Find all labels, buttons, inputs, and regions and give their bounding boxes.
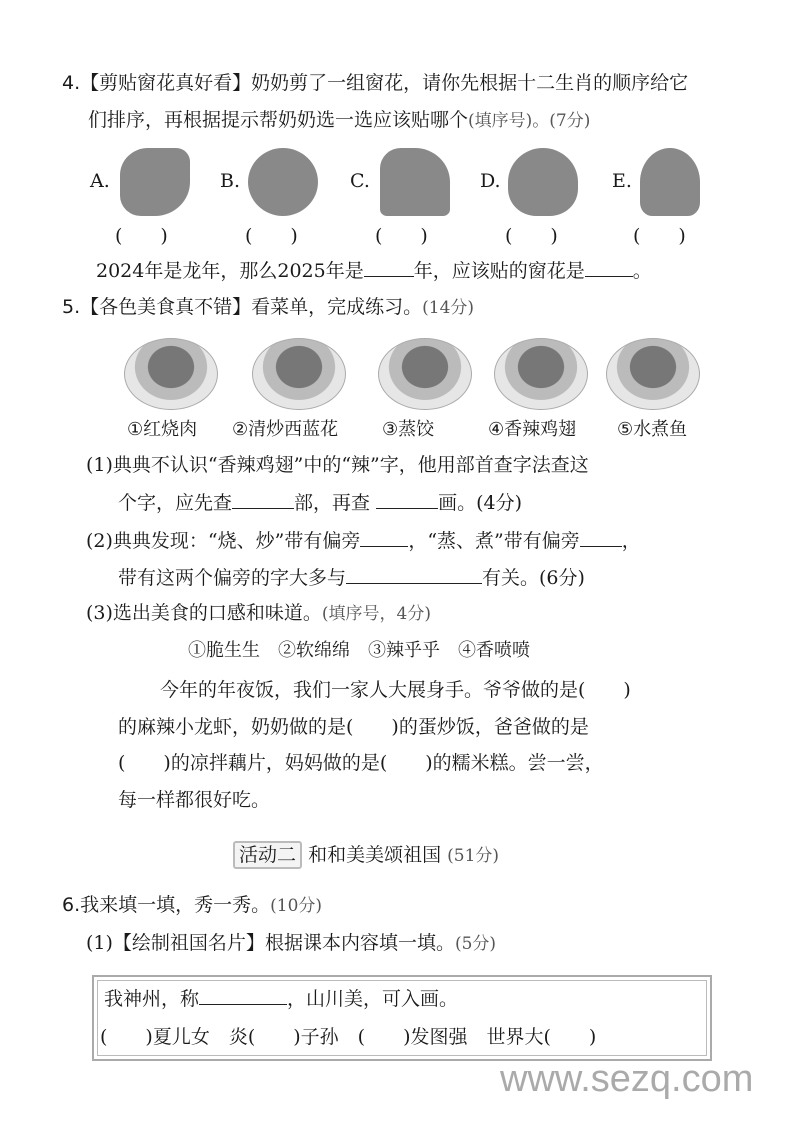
q5-s1-text2: 部，再查	[294, 492, 371, 514]
shenzhou-blank[interactable]	[199, 986, 287, 1005]
q6-text: 我来填一填，秀一秀。	[80, 894, 271, 916]
q5-s1-line1: (1)典典不认识“香辣鸡翅”中的“辣”字，他用部首查字法查这	[86, 454, 589, 476]
q6-s1-text: 根据课本内容填一填。	[264, 932, 455, 954]
q5-s1-text3: 画。(4分)	[438, 492, 522, 514]
q5-s3-text: (3)选出美食的口感和味道。	[86, 602, 322, 624]
dish-image-boiled-fish	[606, 338, 700, 410]
activity-score: (51分)	[447, 846, 500, 866]
option-a-label: A.	[90, 170, 110, 192]
dog-papercut-icon	[380, 148, 450, 216]
q5-text: 看菜单，完成练习。	[251, 296, 423, 318]
radical-blank[interactable]	[232, 490, 294, 509]
option-b-label: B.	[220, 170, 241, 192]
box-line1	[104, 986, 458, 1011]
paragraph-line: 今年的年夜饭，我们一家人大展身手。爷爷做的是( )	[160, 679, 631, 701]
box-line2: ( )夏儿女 炎( )子孙 ( )发图强 世界大( )	[100, 1026, 597, 1048]
q5-score: (14分)	[422, 298, 475, 318]
q5-s2-text4: 有关。(6分)	[482, 567, 585, 589]
option-e-label: E.	[612, 170, 632, 192]
q5-s2-text: (2)典典发现：“烧、炒”带有偏旁	[86, 530, 361, 552]
zodiac-blank[interactable]	[364, 258, 414, 277]
q5-s3-title	[86, 601, 431, 626]
radical-fire-blank[interactable]	[360, 528, 408, 547]
option-d-label: D.	[480, 170, 501, 192]
q5-s3-hint: (填序号，4分)	[321, 604, 432, 624]
q5-s3-options: ①脆生生 ②软绵绵 ③辣乎乎 ④香喷喷	[188, 640, 530, 661]
answer-slot-e[interactable]: ( )	[633, 225, 686, 247]
watermark: www.sezq.com	[500, 1058, 754, 1100]
answer-slot-a[interactable]: ( )	[115, 225, 168, 247]
box-text: 我神州，称	[104, 988, 200, 1010]
q5-number: 5.	[62, 296, 81, 318]
rat-papercut-icon	[248, 148, 318, 216]
paragraph-line: 每一样都很好吃。	[118, 789, 271, 811]
strokes-blank[interactable]	[376, 490, 438, 509]
option-c-label: C.	[350, 170, 370, 192]
q4-line2	[88, 108, 590, 133]
q6-s1-score: (5分)	[454, 934, 497, 954]
box-text2: ，山川美，可入画。	[287, 988, 459, 1010]
dish-image-chicken-wings	[494, 338, 588, 410]
q5-tag: 【各色美食真不错】	[80, 296, 252, 318]
dragon-papercut-icon	[120, 148, 190, 216]
q4-fill-text: 2024年是龙年，那么2025年是	[96, 260, 364, 282]
q5-s1-text: 个字，应先查	[118, 492, 233, 514]
activity-header	[233, 841, 499, 869]
answer-slot-d[interactable]: ( )	[505, 225, 558, 247]
dish-image-braised-pork	[124, 338, 218, 410]
q5-s2-text2: ，“蒸、煮”带有偏旁	[408, 530, 580, 552]
q4-score: (填序号)。(7分)	[468, 111, 591, 131]
q6-score: (10分)	[270, 896, 323, 916]
q5-s2-line2	[118, 565, 585, 590]
q6-s1-title	[86, 931, 496, 956]
q6-s1-number: (1)	[86, 932, 113, 954]
paragraph-line: 的麻辣小龙虾，奶奶做的是( )的蛋炒饭，爸爸做的是	[118, 716, 589, 738]
activity-badge: 活动二	[233, 841, 302, 869]
dish-caption: ④香辣鸡翅	[488, 419, 577, 440]
dish-image-dumplings	[378, 338, 472, 410]
radical-dots-blank[interactable]	[580, 528, 622, 547]
activity-title: 和和美美颂祖国	[308, 844, 442, 866]
answer-slot-b[interactable]: ( )	[245, 225, 298, 247]
answer-slot-c[interactable]: ( )	[375, 225, 428, 247]
q5-title	[62, 295, 474, 320]
q4-line1	[62, 71, 688, 95]
paragraph-line: ( )的凉拌藕片，妈妈做的是( )的糯米糕。尝一尝，	[118, 752, 604, 774]
monkey-papercut-icon	[508, 148, 578, 216]
q5-s1-line2	[118, 490, 522, 515]
q5-s2-line1	[86, 528, 641, 553]
dish-caption: ⑤水煮鱼	[617, 419, 688, 440]
q6-title	[62, 893, 322, 918]
q6-number: 6.	[62, 894, 81, 916]
q4-tag: 【剪贴窗花真好看】	[80, 72, 252, 94]
q5-s2-comma: ，	[621, 530, 641, 552]
q4-text: 奶奶剪了一组窗花，请你先根据十二生肖的顺序给它	[251, 72, 689, 94]
q4-fill-text2: 年，应该贴的窗花是	[413, 260, 585, 282]
dish-caption: ①红烧肉	[127, 419, 198, 440]
q4-fill-line	[96, 258, 652, 283]
dish-caption: ③蒸饺	[382, 419, 435, 440]
papercut-blank[interactable]	[585, 258, 633, 277]
q6-s1-tag: 【绘制祖国名片】	[112, 932, 265, 954]
snake-papercut-icon	[640, 148, 700, 216]
dish-caption: ②清炒西蓝花	[232, 419, 339, 440]
q4-fill-end: 。	[632, 260, 652, 282]
q4-number: 4.	[62, 72, 81, 94]
related-blank[interactable]	[346, 565, 482, 584]
q5-s2-text3: 带有这两个偏旁的字大多与	[118, 567, 347, 589]
dish-image-broccoli	[252, 338, 346, 410]
q4-text2: 们排序，再根据提示帮奶奶选一选应该贴哪个	[88, 109, 469, 131]
